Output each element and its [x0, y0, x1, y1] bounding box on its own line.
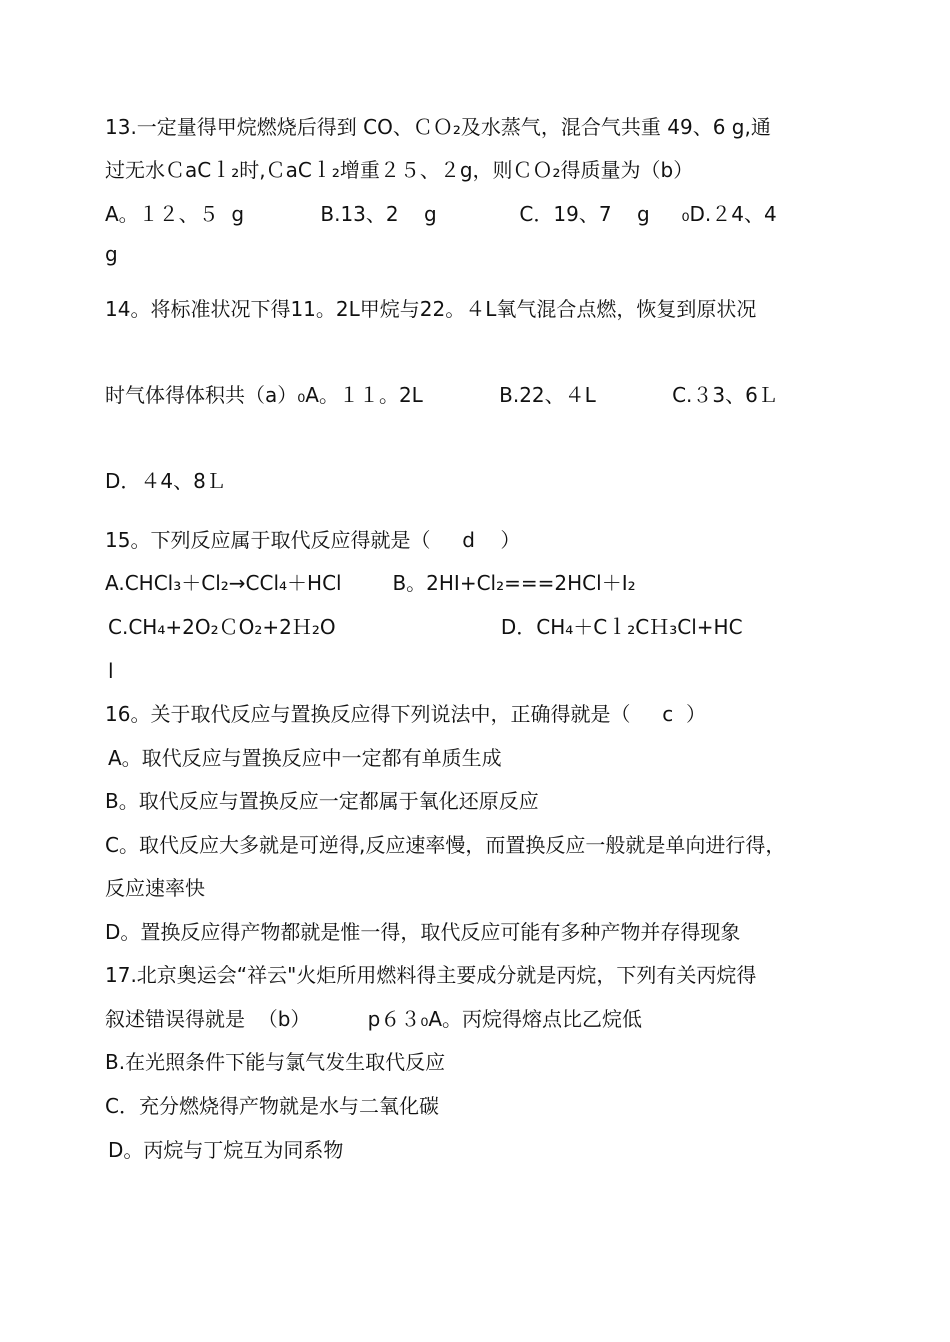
- q15-options-ab: A.CHCl₃＋Cl₂→CCl₄＋HCl B。2HI+Cl₂===2HCl＋I₂: [105, 571, 636, 595]
- q15-options-cd: C.CH₄+2O₂ＣO₂+2Ｈ₂O D．CH₄＋Cｌ₂CＨ₃Cl+HC: [108, 615, 743, 639]
- q14-line-2: 时气体得体积共（a）₀A。１１。2L B.22、４L C.３3、6Ｌ: [105, 383, 778, 407]
- q15-stem: 15。下列反应属于取代反应得就是（ d ）: [105, 528, 521, 552]
- q15-options-wrap: l: [108, 659, 114, 683]
- q13-options: A。１２、５ g B.13、2 g C．19、7 g ₀D.２4、4: [105, 202, 777, 226]
- q14-option-d: D．４4、8Ｌ: [105, 469, 226, 493]
- q16-option-d: D。置换反应得产物都就是惟一得，取代反应可能有多种产物并存得现象: [105, 920, 741, 944]
- q17-option-b: B.在光照条件下能与氯气发生取代反应: [105, 1050, 446, 1074]
- q16-option-c: C。取代反应大多就是可逆得,反应速率慢，而置换反应一般就是单向进行得，: [105, 833, 786, 857]
- q13-line-2: 过无水ＣaCｌ₂时,ＣaCｌ₂增重２５、２g，则ＣＯ₂得质量为（b）: [105, 158, 694, 182]
- q13-line-1: 13.一定量得甲烷燃烧后得到 CO、ＣＯ₂及水蒸气，混合气共重 49、6 g,通: [105, 115, 771, 139]
- q16-option-b: B。取代反应与置换反应一定都属于氧化还原反应: [105, 789, 539, 813]
- q17-stem-1: 17.北京奥运会“祥云"火炬所用燃料得主要成分就是丙烷，下列有关丙烷得: [105, 963, 757, 987]
- q14-line-1: 14。将标准状况下得11。2L甲烷与22。４L氧气混合点燃，恢复到原状况: [105, 297, 757, 321]
- q13-options-wrap: g: [105, 242, 118, 266]
- q17-option-d: D。丙烷与丁烷互为同系物: [108, 1138, 344, 1162]
- q17-stem-2: 叙述错误得就是 （b） p６３₀A。丙烷得熔点比乙烷低: [105, 1007, 643, 1031]
- q16-stem: 16。关于取代反应与置换反应得下列说法中，正确得就是（ c ）: [105, 702, 706, 726]
- q17-option-c: C．充分燃烧得产物就是水与二氧化碳: [105, 1094, 439, 1118]
- q16-option-c-wrap: 反应速率快: [105, 876, 205, 900]
- q16-option-a: A。取代反应与置换反应中一定都有单质生成: [108, 746, 502, 770]
